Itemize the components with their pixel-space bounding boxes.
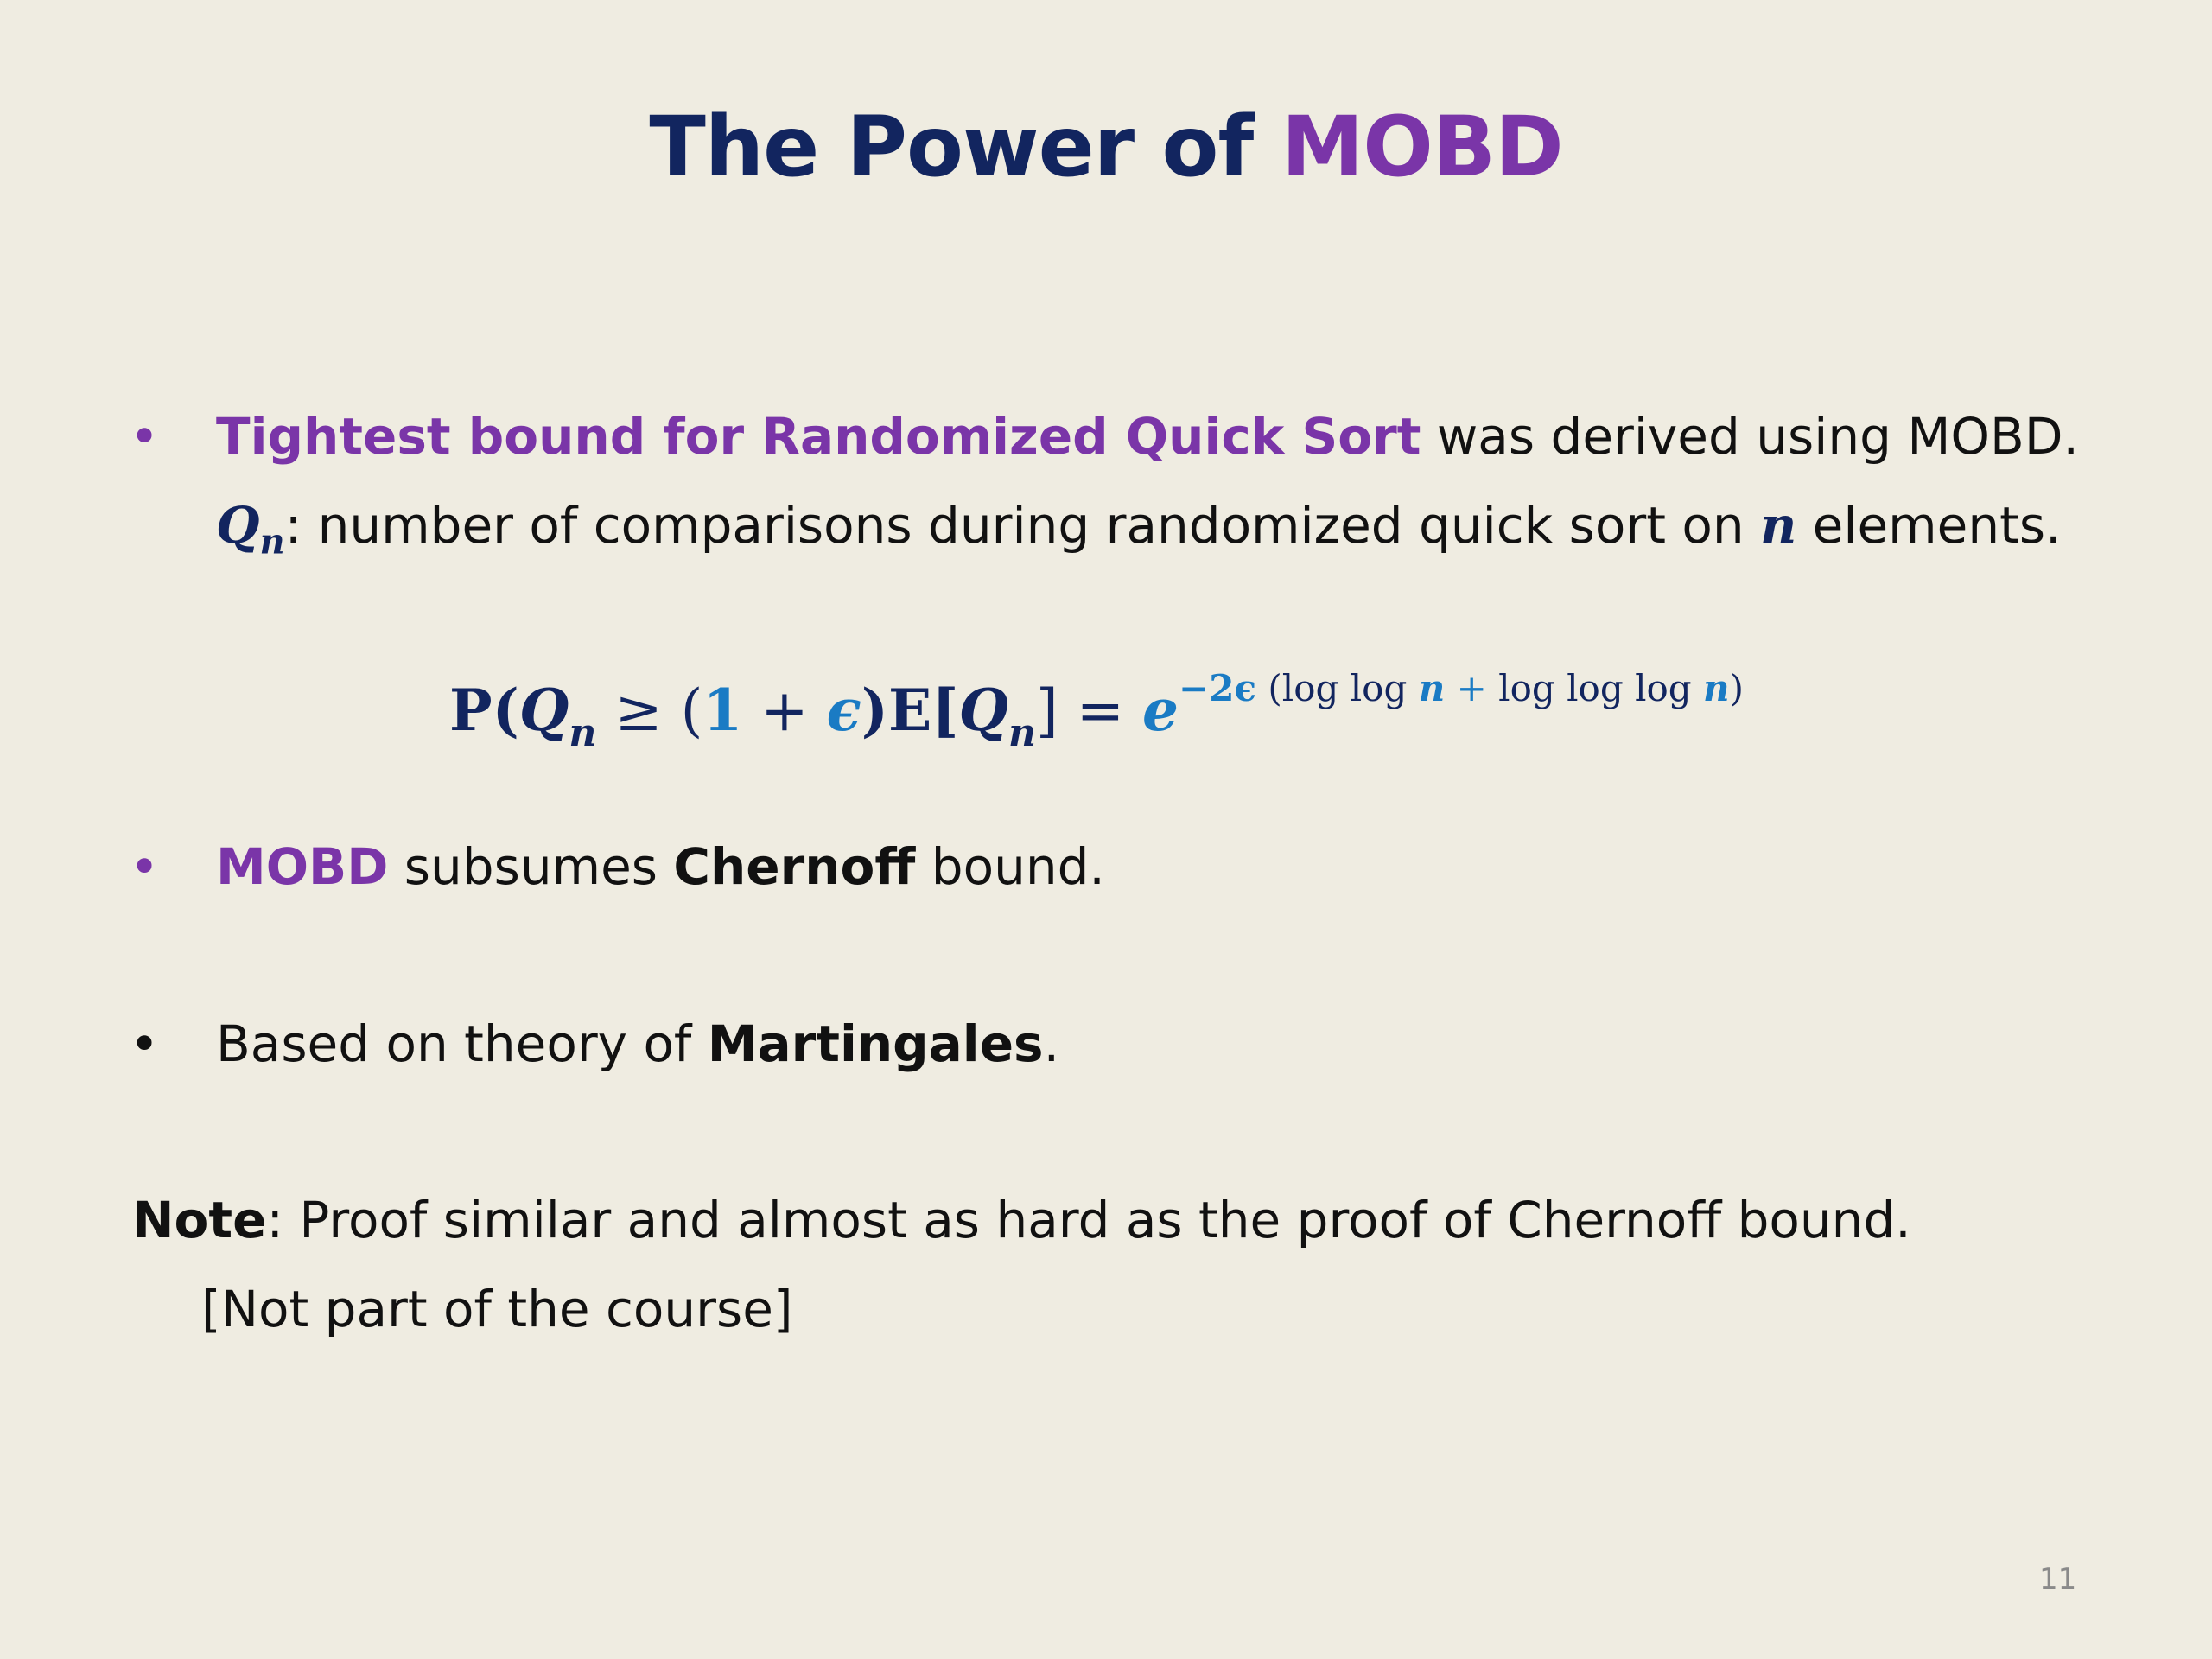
note-subtext: [Not part of the course] <box>201 1280 793 1338</box>
note-line <box>132 1185 1911 1255</box>
bullet-1-highlight: Tightest bound for Randomized Quick Sort <box>216 407 1421 466</box>
bullet-dot-2: • <box>130 837 160 896</box>
formula-exp-logloglog: log log log <box>1498 667 1704 709</box>
bullet-3-text1: Based on theory of <box>216 1014 708 1073</box>
formula-q2: Q <box>958 677 1009 744</box>
qn-sub: n <box>259 521 285 563</box>
n-var: n <box>1760 496 1797 555</box>
qn-def-text: : number of comparisons during randomized quick sort on <box>284 496 1761 555</box>
formula-eps: ϵ <box>826 677 861 744</box>
bullet-2-chernoff: Chernoff <box>673 837 916 896</box>
bullet-dot-3: • <box>130 1014 160 1073</box>
slide-title <box>0 91 2212 203</box>
formula-exp-n2: n <box>1703 667 1730 709</box>
page-number: 11 <box>2039 1562 2077 1597</box>
qn-definition <box>216 491 2062 577</box>
formula-q2-sub: n <box>1008 711 1037 755</box>
bullet-dot-1: • <box>130 407 160 466</box>
bullet-3-martingales: Martingales <box>707 1014 1044 1073</box>
bullet-1-rest: was derived using MOBD. <box>1421 407 2079 466</box>
note-text: : Proof similar and almost as hard as the proof of Chernoff bound. <box>266 1191 1911 1249</box>
formula-exp-coef: −2ϵ <box>1179 667 1257 709</box>
formula-exp-close: ) <box>1729 667 1744 709</box>
bullet-2-mobd: MOBD <box>216 837 389 896</box>
formula-exp-plus: + <box>1445 667 1499 709</box>
tail-bound-formula <box>449 650 1744 772</box>
formula-p: P( <box>449 677 519 744</box>
formula-expect: )E[ <box>861 677 959 744</box>
title-mobd: MOBD <box>1281 99 1563 195</box>
formula-plus: + <box>742 677 827 744</box>
formula-q-sub: n <box>569 711 597 755</box>
formula-exp-loglog: (log log <box>1256 667 1419 709</box>
formula-e: e <box>1142 677 1179 744</box>
formula-eq: ] = <box>1036 677 1143 744</box>
bullet-1-line <box>216 402 2079 471</box>
formula-exp-n1: n <box>1418 667 1446 709</box>
bullet-3-text2: . <box>1043 1014 1059 1073</box>
formula-one: 1 <box>702 677 743 744</box>
bullet-2-text1: subsumes <box>388 837 674 896</box>
formula-geq: ≥ ( <box>596 677 703 744</box>
bullet-2-line <box>216 832 1105 901</box>
note-label: Note <box>132 1191 267 1249</box>
title-text: The Power of <box>649 99 1281 195</box>
formula-q: Q <box>518 677 569 744</box>
bullet-2-text2: bound. <box>915 837 1105 896</box>
bullet-3-line <box>216 1009 1059 1078</box>
qn-def-tail: elements. <box>1796 496 2062 555</box>
qn-var: Q <box>216 496 260 555</box>
